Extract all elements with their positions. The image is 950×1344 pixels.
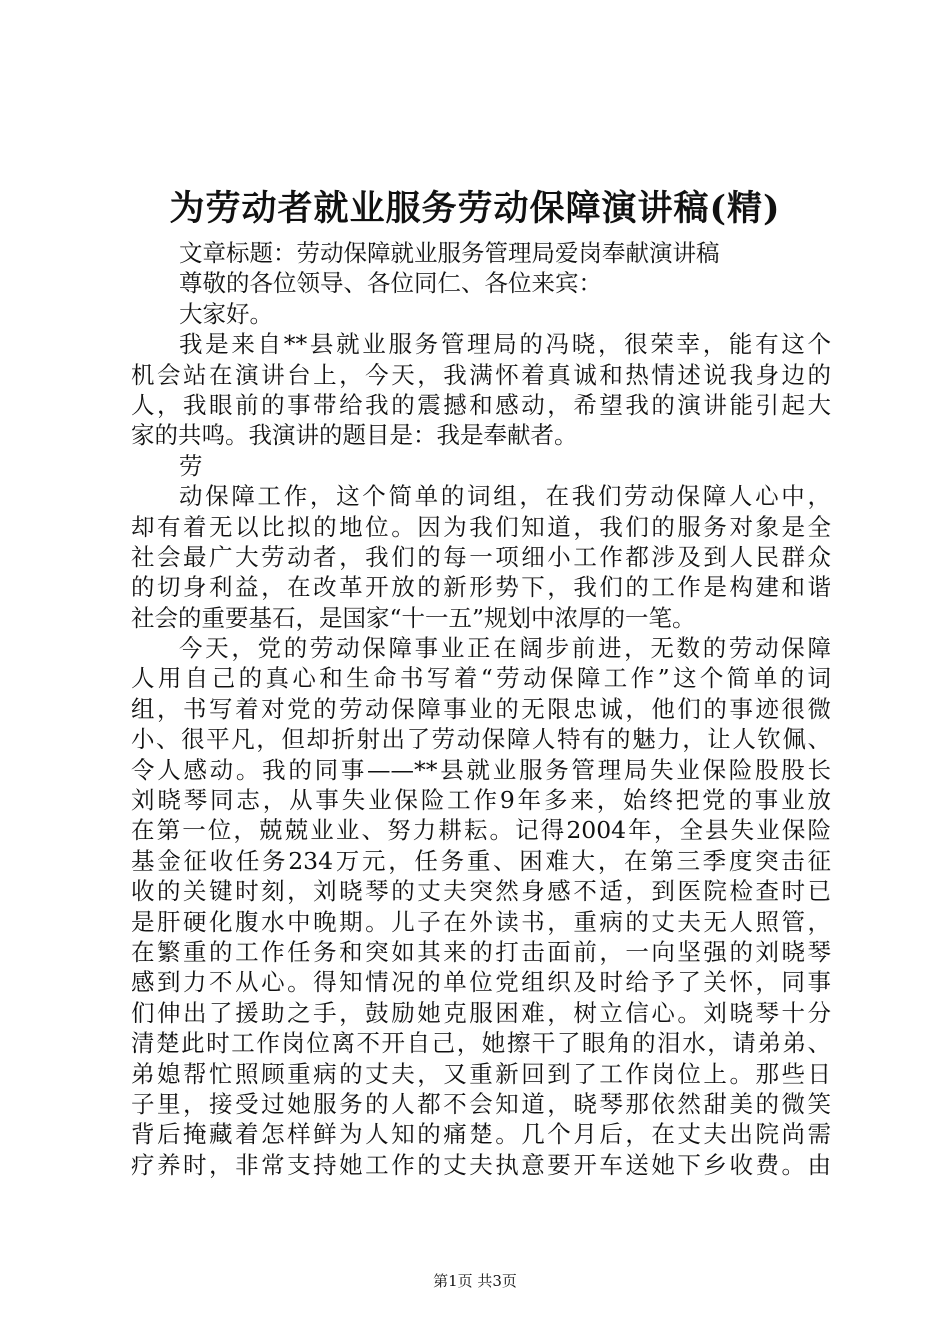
paragraph-line: 清楚此时工作岗位离不开自己，她擦干了眼角的泪水，请弟弟、 — [131, 1029, 831, 1058]
document-title: 为劳动者就业服务劳动保障演讲稿(精) — [169, 188, 781, 229]
paragraph-line: 们伸出了援助之手，鼓励她克服困难，树立信心。刘晓琴十分 — [131, 998, 831, 1027]
paragraph-line: 动保障工作，这个简单的词组，在我们劳动保障人心中， — [179, 482, 831, 511]
paragraph-line: 小、很平凡，但却折射出了劳动保障人特有的魅力，让人钦佩、 — [131, 725, 831, 754]
paragraph-line: 疗养时，非常支持她工作的丈夫执意要开车送她下乡收费。由 — [131, 1150, 831, 1179]
paragraph-line: 在第一位，兢兢业业、努力耕耘。记得2004年，全县失业保险 — [131, 816, 831, 845]
paragraph-line: 收的关键时刻，刘晓琴的丈夫突然身感不适，到医院检查时已 — [131, 877, 831, 906]
paragraph-line: 刘晓琴同志，从事失业保险工作9年多来，始终把党的事业放 — [131, 786, 831, 815]
paragraph-line: 劳 — [179, 451, 203, 480]
paragraph-line: 背后掩藏着怎样鲜为人知的痛楚。几个月后，在丈夫出院尚需 — [131, 1120, 831, 1149]
page-footer: 第1页 共3页 — [433, 1272, 517, 1290]
paragraph-line: 机会站在演讲台上，今天，我满怀着真诚和热情述说我身边的 — [131, 360, 831, 389]
paragraph-line: 人，我眼前的事带给我的震撼和感动，希望我的演讲能引起大 — [131, 390, 831, 419]
paragraph-line: 却有着无以比拟的地位。因为我们知道，我们的服务对象是全 — [131, 512, 831, 541]
paragraph-line: 人用自己的真心和生命书写着“劳动保障工作”这个简单的词 — [131, 664, 831, 693]
paragraph-line: 令人感动。我的同事——**县就业服务管理局失业保险股股长 — [131, 755, 831, 784]
paragraph-line: 社会最广大劳动者，我们的每一项细小工作都涉及到人民群众 — [131, 542, 831, 571]
paragraph-line: 组，书写着对党的劳动保障事业的无限忠诚，他们的事迹很微 — [131, 694, 831, 723]
paragraph-line: 我是来自**县就业服务管理局的冯晓，很荣幸，能有这个 — [179, 330, 831, 359]
paragraph-line: 的切身利益，在改革开放的新形势下，我们的工作是构建和谐 — [131, 573, 831, 602]
greeting-line: 大家好。 — [179, 299, 273, 328]
paragraph-line: 是肝硬化腹水中晚期。儿子在外读书，重病的丈夫无人照管， — [131, 907, 831, 936]
paragraph-line: 在繁重的工作任务和突如其来的打击面前，一向坚强的刘晓琴 — [131, 937, 831, 966]
paragraph-line: 感到力不从心。得知情况的单位党组织及时给予了关怀，同事 — [131, 968, 831, 997]
paragraph-line: 社会的重要基石，是国家“十一五”规划中浓厚的一笔。 — [131, 603, 696, 632]
paragraph-line: 基金征收任务234万元，任务重、困难大，在第三季度突击征 — [131, 846, 831, 875]
paragraph-line: 子里，接受过她服务的人都不会知道，晓琴那依然甜美的微笑 — [131, 1089, 831, 1118]
document-body — [131, 238, 831, 1180]
paragraph-line: 弟媳帮忙照顾重病的丈夫，又重新回到了工作岗位上。那些日 — [131, 1059, 831, 1088]
paragraph-line: 家的共鸣。我演讲的题目是：我是奉献者。 — [131, 421, 578, 450]
salutation-line: 尊敬的各位领导、各位同仁、各位来宾： — [179, 269, 602, 298]
article-title-line: 文章标题：劳动保障就业服务管理局爱岗奉献演讲稿 — [179, 239, 720, 267]
paragraph-line: 今天，党的劳动保障事业正在阔步前进，无数的劳动保障 — [179, 634, 831, 663]
